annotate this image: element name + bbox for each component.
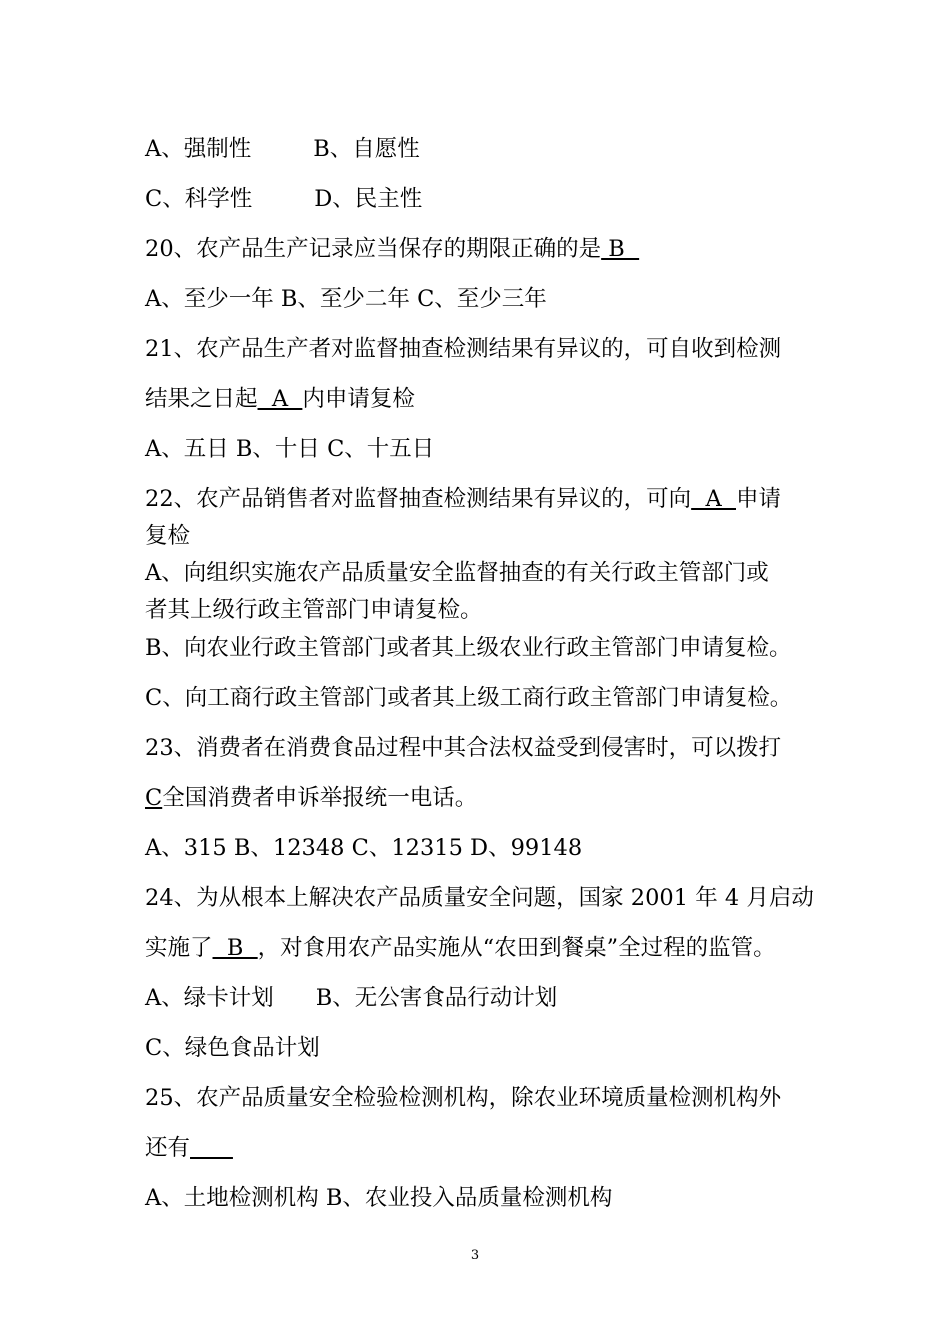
question-20 (145, 234, 639, 264)
question-text: 25、农产品质量安全检验检测机构，除农业环境质量检测机构外 (145, 1085, 782, 1111)
options-24-cont (145, 1033, 320, 1063)
answer-blank (190, 1135, 233, 1161)
question-text: 结果之日起 (145, 386, 258, 412)
question-24 (145, 883, 814, 913)
question-22-cont (145, 521, 190, 551)
options-text: A、土地检测机构 B、农业投入品质量检测机构 (145, 1185, 613, 1211)
question-text: 内申请复检 (302, 386, 415, 412)
question-24-cont (145, 933, 776, 963)
option-line (145, 134, 420, 164)
options-text: A、至少一年 B、至少二年 C、至少三年 (145, 286, 547, 312)
question-text: 实施了 (145, 935, 213, 961)
option-a-22 (145, 558, 769, 588)
page-number: 3 (470, 1248, 480, 1263)
question-text: 23、消费者在消费食品过程中其合法权益受到侵害时，可以拨打 (145, 735, 782, 761)
answer-blank: A (691, 486, 736, 512)
question-25-cont (145, 1133, 233, 1163)
option-a: A、绿卡计划 (145, 985, 274, 1011)
option-c-22 (145, 683, 792, 713)
option-line (145, 184, 422, 214)
options-text: A、五日 B、十日 C、十五日 (145, 436, 435, 462)
option-c: C、绿色食品计划 (145, 1035, 320, 1061)
answer-blank: C (145, 785, 163, 811)
option-d: D、民主性 (314, 186, 423, 212)
options-20 (145, 284, 547, 314)
question-23-cont (145, 783, 477, 813)
options-24 (145, 983, 557, 1013)
question-21-cont (145, 384, 415, 414)
options-23 (145, 833, 582, 863)
options-text: A、315 B、12348 C、12315 D、99148 (145, 835, 583, 861)
options-21 (145, 434, 434, 464)
question-text: 21、农产品生产者对监督抽查检测结果有异议的，可自收到检测 (145, 336, 782, 362)
question-text: 24、为从根本上解决农产品质量安全问题，国家 2001 年 4 月启动 (145, 885, 814, 911)
question-text: 20、农产品生产记录应当保存的期限正确的是 (145, 236, 602, 262)
question-text: 还有 (145, 1135, 191, 1161)
question-text: 全国消费者申诉举报统一电话。 (162, 785, 478, 811)
option-a: A、强制性 (145, 136, 252, 162)
option-b: B、自愿性 (313, 136, 420, 162)
answer-blank: B (601, 236, 640, 262)
answer-blank: A (257, 386, 303, 412)
question-text: 申请 (736, 486, 782, 512)
option-text: A、向组织实施农产品质量安全监督抽查的有关行政主管部门或 (145, 560, 769, 586)
question-text: 复检 (145, 523, 191, 549)
option-a-22-cont (145, 595, 483, 625)
option-b: B、无公害食品行动计划 (315, 985, 558, 1011)
option-text: B、向农业行政主管部门或者其上级农业行政主管部门申请复检。 (145, 635, 792, 661)
answer-blank: B (212, 935, 258, 961)
question-text: 22、农产品销售者对监督抽查检测结果有异议的，可向 (145, 486, 692, 512)
question-21 (145, 334, 781, 364)
option-c: C、科学性 (145, 186, 253, 212)
option-b-22 (145, 633, 792, 663)
question-22 (145, 484, 781, 514)
options-25 (145, 1183, 612, 1213)
question-23 (145, 733, 781, 763)
question-text: ，对食用农产品实施从“农田到餐桌”全过程的监管。 (257, 935, 776, 961)
question-25 (145, 1083, 781, 1113)
option-text: C、向工商行政主管部门或者其上级工商行政主管部门申请复检。 (145, 685, 793, 711)
option-text: 者其上级行政主管部门申请复检。 (145, 597, 483, 623)
